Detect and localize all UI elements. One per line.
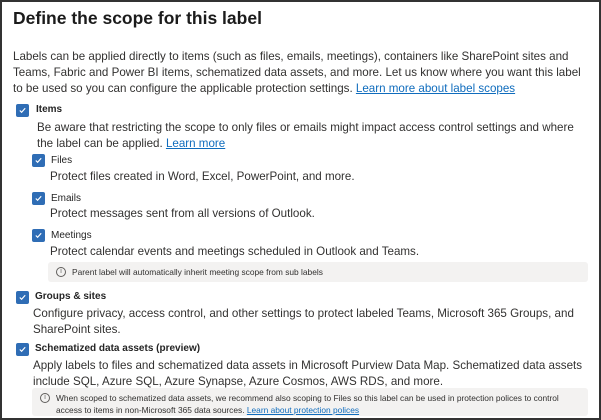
groups-sites-label: Groups & sites [35,291,107,302]
meetings-checkbox[interactable] [32,229,45,242]
meetings-desc: Protect calendar events and meetings scheduled in Outlook and Teams. [50,245,420,258]
groups-sites-desc: Configure privacy, access control, and other settings to protect labeled Teams, Microsoft 365 Groups, and SharePoint sites. [33,307,574,336]
files-label: Files [51,155,73,166]
meetings-info-note [48,262,588,282]
items-learn-more-link[interactable]: Learn more [165,137,226,150]
items-desc [37,120,592,152]
label-scopes-link[interactable]: Learn more about label scopes [355,82,516,95]
schematized-label: Schematized data assets (preview) [35,343,201,354]
schematized-info-note [32,388,588,416]
intro-body: Labels can be applied directly to items (such as files, emails, meetings), containers like SharePoint sites and Teams, Fabric and Power BI items, schematized data assets, and more. Let us know where you want this label to be used so you can configure the applicable protection settings. [13,50,581,95]
items-desc-text: Be aware that restricting the scope to only files or emails might impact access control settings and where the label can be applied. [37,121,574,150]
schematized-checkbox[interactable] [16,343,29,356]
meetings-label: Meetings [51,230,92,241]
emails-label: Emails [51,193,82,204]
meetings-note-text: Parent label will automatically inherit meeting scope from sub labels [72,267,323,277]
protection-policies-link[interactable]: Learn about protection polices [246,405,360,415]
groups-sites-checkbox[interactable] [16,291,29,304]
files-checkbox[interactable] [32,154,45,167]
check-icon [34,156,43,165]
items-checkbox[interactable] [16,104,29,117]
check-icon [18,345,27,354]
check-icon [18,106,27,115]
emails-desc: Protect messages sent from all versions of Outlook. [50,207,315,220]
info-icon: i [56,267,66,277]
emails-checkbox[interactable] [32,192,45,205]
items-label: Items [36,104,63,115]
check-icon [34,231,43,240]
files-desc: Protect files created in Word, Excel, PowerPoint, and more. [50,170,355,183]
schematized-note-text: When scoped to schematized data assets, we recommend also scoping to Files so this label can be used in protection polices to control access to items in non-Microsoft 365 data sources. [56,393,559,415]
intro-text [13,49,593,97]
check-icon [34,194,43,203]
check-icon [18,293,27,302]
schematized-desc: Apply labels to files and schematized data assets in Microsoft Purview Data Map. Schematized data assets include SQL, Azure SQL, Azure Synapse, Azure Cosmos, AWS RDS, and more. [33,359,583,388]
page-title: Define the scope for this label [13,8,262,28]
info-icon: i [40,393,50,403]
